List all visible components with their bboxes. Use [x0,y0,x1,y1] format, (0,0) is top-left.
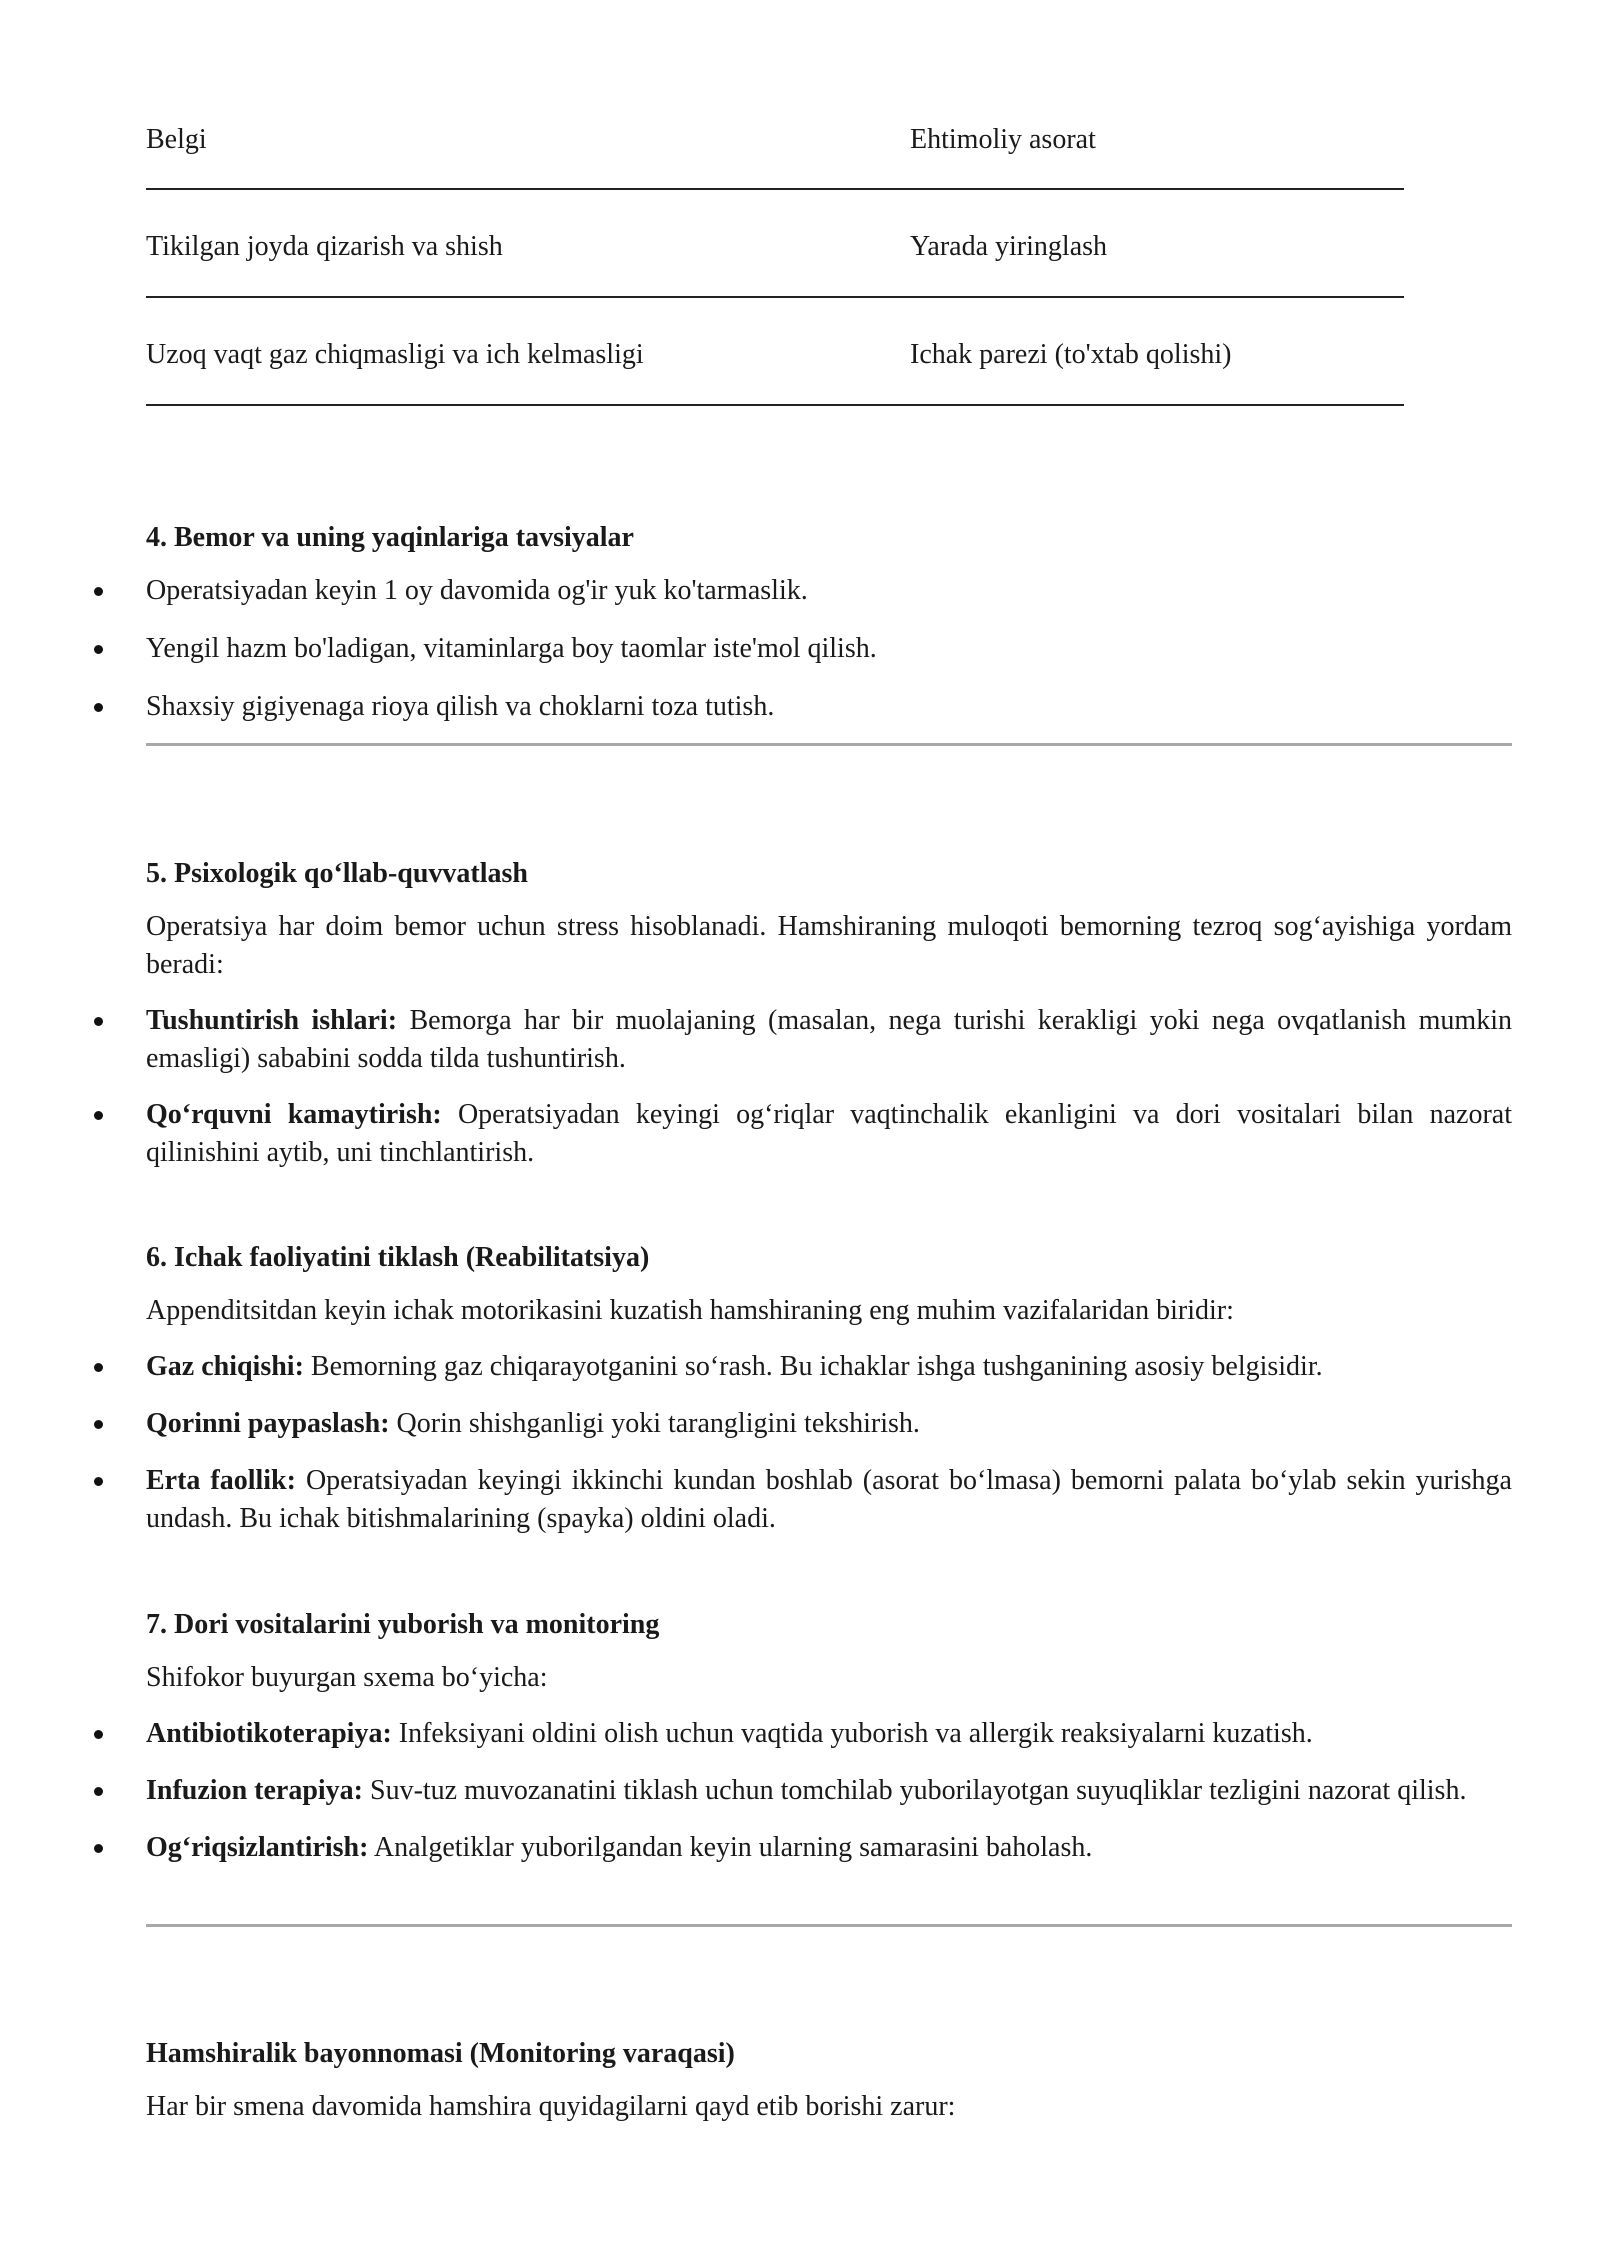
table-cell: Uzoq vaqt gaz chiqmasligi va ich kelmasligi [146,339,644,370]
table-row [146,336,1404,376]
section-intro: Appenditsitdan keyin ichak motorikasini kuzatish hamshiraning eng muhim vazifalaridan biridir: [146,1295,1234,1326]
section-nursing-record [146,2035,1512,2126]
bullet-list [146,572,1512,726]
horizontal-rule [146,743,1512,746]
list-item-label: Antibiotikoterapiya: [146,1718,392,1749]
section-heading: 4. Bemor va uning yaqinlariga tavsiyalar [146,522,634,553]
bullet-icon [94,703,103,712]
list-item [146,1462,1512,1538]
list-item-text: Yengil hazm bo'ladigan, vitaminlarga boy taomlar iste'mol qilish. [146,633,877,664]
list-item-text: Analgetiklar yuborilgandan keyin ularning samarasini baholash. [368,1832,1093,1863]
bullet-icon [94,1787,103,1796]
list-item-text: Bemorga har bir muolajaning (masalan, nega turishi kerakligi yoki nega ovqatlanish mumkin emasligi) sababini sodda tilda tushuntirish. [146,1005,1512,1074]
list-item [146,1772,1512,1810]
bullet-icon [94,645,103,654]
bullet-list [146,1715,1512,1867]
section-psychological-support [146,855,1512,1172]
section-bowel-rehabilitation [146,1239,1512,1538]
bullet-icon [94,1844,103,1853]
table-divider [146,404,1404,406]
list-item [146,688,1512,726]
table-header-cell: Belgi [146,124,207,155]
table-header-row [146,121,1404,161]
list-item-label: Infuzion terapiya: [146,1775,363,1806]
table-divider [146,296,1404,298]
bullet-icon [94,1730,103,1739]
list-item [146,1348,1512,1386]
list-item [146,1002,1512,1078]
horizontal-rule [146,1924,1512,1927]
list-item [146,630,1512,668]
bullet-icon [94,1111,103,1120]
list-item [146,1405,1512,1443]
bullet-icon [94,587,103,596]
list-item-text: Infeksiyani oldini olish uchun vaqtida yuborish va allergik reaksiyalarni kuzatish. [391,1718,1313,1749]
section-intro: Shifokor buyurgan sxema bo‘yicha: [146,1662,548,1693]
list-item-label: Qo‘rquvni kamaytirish: [146,1099,442,1130]
section-heading: 6. Ichak faoliyatini tiklash (Reabilitatsiya) [146,1242,650,1273]
section-intro: Har bir smena davomida hamshira quyidagilarni qayd etib borishi zarur: [146,2091,956,2122]
list-item-text: Operatsiyadan keyingi ikkinchi kundan boshlab (asorat bo‘lmasa) bemorni palata bo‘ylab sekin yurishga undash. Bu ichak bitishmalarining (spayka) oldini oladi. [146,1465,1512,1534]
list-item-label: Tushuntirish ishlari: [146,1005,398,1036]
table-cell: Ichak parezi (to'xtab qolishi) [910,339,1232,370]
table-row [146,228,1404,268]
section-heading: 5. Psixologik qo‘llab-quvvatlash [146,858,528,889]
bullet-icon [94,1420,103,1429]
list-item-text: Shaxsiy gigiyenaga rioya qilish va choklarni toza tutish. [146,691,775,722]
section-intro: Operatsiya har doim bemor uchun stress hisoblanadi. Hamshiraning muloqoti bemorning tezroq sog‘ayishiga yordam beradi: [146,911,1512,980]
section-recommendations [146,519,1512,726]
section-medication-monitoring [146,1606,1512,1867]
table-cell: Tikilgan joyda qizarish va shish [146,231,503,262]
list-item-text: Operatsiyadan keyingi og‘riqlar vaqtinchalik ekanligini va dori vositalari bilan nazorat qilinishini aytib, uni tinchlantirish. [146,1099,1512,1168]
bullet-icon [94,1363,103,1372]
bullet-icon [94,1477,103,1486]
section-heading: Hamshiralik bayonnomasi (Monitoring varaqasi) [146,2038,735,2069]
table-header-cell: Ehtimoliy asorat [910,124,1096,155]
list-item-text: Bemorning gaz chiqarayotganini so‘rash. Bu ichaklar ishga tushganining asosiy belgisidir. [303,1351,1323,1382]
list-item-label: Qorinni paypaslash: [146,1408,390,1439]
list-item-label: Og‘riqsizlantirish: [146,1832,369,1863]
list-item-text: Suv-tuz muvozanatini tiklash uchun tomchilab yuborilayotgan suyuqliklar tezligini nazorat qilish. [363,1775,1467,1806]
bullet-list [146,1348,1512,1538]
list-item [146,1096,1512,1172]
list-item-text: Operatsiyadan keyin 1 oy davomida og'ir yuk ko'tarmaslik. [146,575,808,606]
list-item-label: Gaz chiqishi: [146,1351,304,1382]
bullet-list [146,1002,1512,1172]
list-item [146,1715,1512,1753]
table-cell: Yarada yiringlash [910,231,1108,262]
list-item [146,572,1512,610]
table-divider [146,188,1404,190]
section-heading: 7. Dori vositalarini yuborish va monitoring [146,1609,660,1640]
list-item [146,1829,1512,1867]
list-item-text: Qorin shishganligi yoki tarangligini tekshirish. [389,1408,920,1439]
bullet-icon [94,1017,103,1026]
list-item-label: Erta faollik: [146,1465,296,1496]
